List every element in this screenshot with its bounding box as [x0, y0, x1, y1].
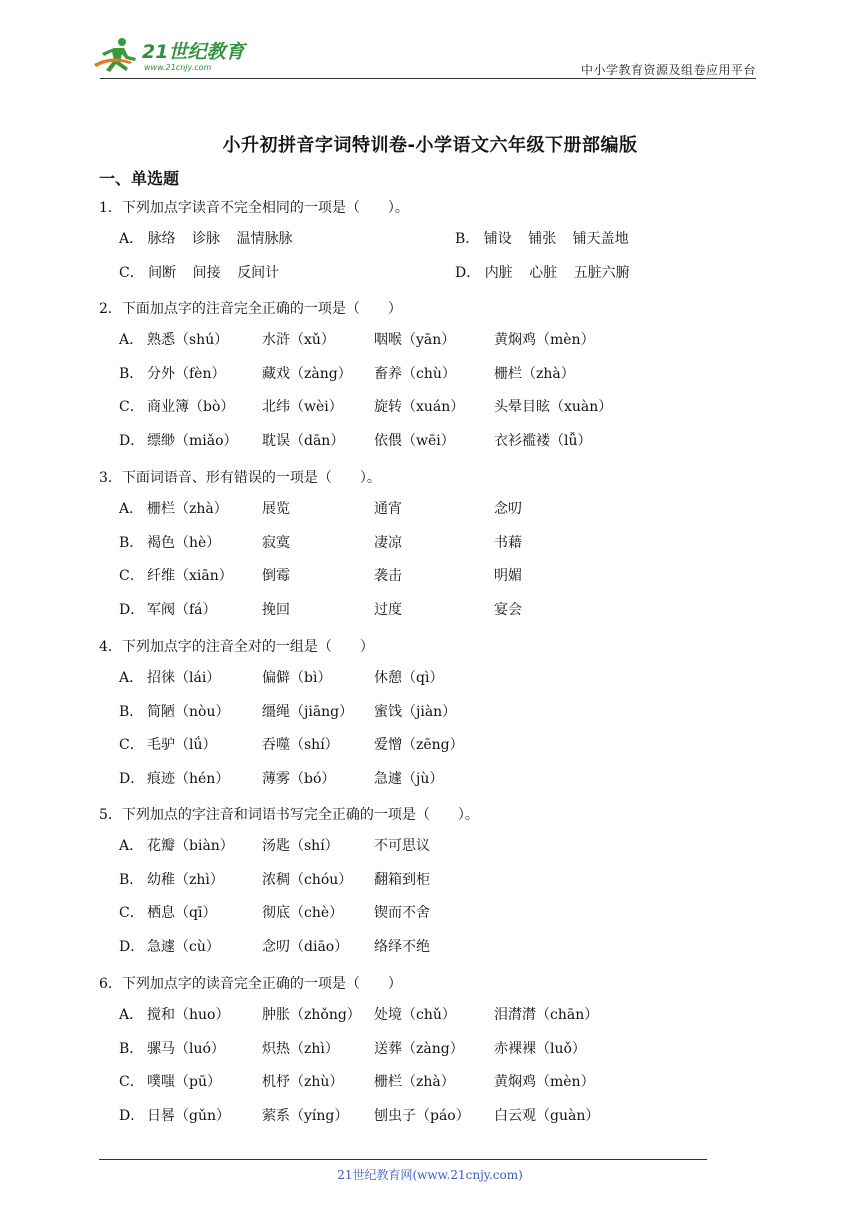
option-word: 栅栏（zhà） — [374, 1074, 455, 1091]
option-word: 温情脉脉 — [236, 231, 293, 247]
option-word: 心脏 — [529, 265, 558, 281]
option-word: 缰绳（jiāng） — [262, 703, 354, 720]
option-label: B． — [119, 534, 144, 551]
option-word: 毛驴（lǘ） — [147, 737, 217, 754]
option-word: 五脏六腑 — [573, 265, 630, 281]
option-word: 痕迹（hén） — [147, 771, 230, 788]
option-word: 通宵 — [374, 501, 402, 517]
option-word: 北纬（wèi） — [262, 399, 343, 416]
option-word: 依偎（wēi） — [374, 433, 455, 450]
header-divider — [100, 78, 756, 79]
option-word: 汤匙（shí） — [262, 838, 339, 854]
option-word: 白云观（guàn） — [494, 1108, 600, 1125]
option-a: A． 脉络 诊脉 温情脉脉 — [119, 228, 292, 248]
option-word: 褐色（hè） — [147, 534, 221, 551]
option-word: 急遽（cù） — [147, 939, 220, 956]
section-heading: 一、单选题 — [99, 169, 180, 188]
option-word: 蜜饯（jiàn） — [374, 703, 457, 720]
option-word: 送葬（zàng） — [374, 1040, 464, 1057]
option-c: C． 间断 间接 反间计 — [119, 262, 279, 282]
option-word: 栅栏（zhà） — [147, 501, 228, 517]
option-label: A． — [119, 1007, 144, 1023]
option-word: 日晷（gǔn） — [147, 1108, 230, 1125]
option-word: 彻底（chè） — [262, 905, 344, 922]
option-word: 急遽（jù） — [374, 771, 444, 788]
option-word: 栖息（qī） — [147, 905, 217, 922]
question-stem: 6．下列加点字的读音完全正确的一项是（ ） — [99, 976, 402, 992]
option-word: 凄凉 — [374, 534, 402, 551]
option-word: 衣衫褴褛（lǚ） — [494, 433, 592, 450]
option-word: 纤维（xiān） — [147, 568, 233, 585]
option-word: 薄雾（bó） — [262, 771, 336, 788]
option-word: 宴会 — [494, 602, 522, 619]
option-word: 诊脉 — [192, 231, 221, 247]
option-word: 花瓣（biàn） — [147, 838, 234, 854]
option-word: 噗嗤（pū） — [147, 1074, 221, 1091]
question-stem: 4．下列加点字的注音全对的一组是（ ） — [99, 639, 374, 655]
option-label: C． — [119, 399, 144, 416]
option-word: 络绎不绝 — [374, 939, 430, 956]
option-label: A． — [119, 670, 144, 686]
option-word: 休憩（qì） — [374, 670, 444, 686]
option-label: D． — [119, 771, 145, 788]
option-word: 寂寞 — [262, 534, 290, 551]
option-word: 念叨 — [494, 501, 522, 517]
option-word: 军阀（fá） — [147, 602, 217, 619]
page-header — [0, 0, 860, 80]
option-word: 简陋（nòu） — [147, 703, 230, 720]
option-label: D． — [119, 1108, 145, 1125]
page-title: 小升初拼音字词特训卷-小学语文六年级下册部编版 — [222, 135, 638, 156]
option-label: D． — [119, 433, 145, 450]
option-label: C． — [119, 1074, 144, 1091]
option-label: B． — [119, 703, 144, 720]
option-word: 处境（chǔ） — [374, 1007, 456, 1023]
option-word: 过度 — [374, 602, 402, 619]
option-word: 不可思议 — [374, 838, 430, 854]
option-word: 念叨（diāo） — [262, 939, 349, 956]
option-word: 明媚 — [494, 568, 522, 585]
option-word: 黄焖鸡（mèn） — [494, 332, 595, 348]
option-word: 旋转（xuán） — [374, 399, 465, 416]
question-stem: 2．下面加点字的注音完全正确的一项是（ ） — [99, 301, 402, 317]
option-word: 肿胀（zhǒng） — [262, 1007, 361, 1023]
option-word: 赤裸裸（luǒ） — [494, 1040, 586, 1057]
option-word: 书藉 — [494, 534, 522, 551]
option-word: 耽误（dān） — [262, 433, 345, 450]
option-word: 吞噬（shí） — [262, 737, 339, 754]
option-word: 黄焖鸡（mèn） — [494, 1074, 595, 1091]
option-label: D． — [119, 602, 145, 619]
option-word: 熟悉（shú） — [147, 332, 229, 348]
option-label: D． — [119, 939, 145, 956]
option-word: 爱憎（zēng） — [374, 737, 464, 754]
option-word: 骡马（luó） — [147, 1040, 225, 1057]
option-word: 挽回 — [262, 602, 290, 619]
option-word: 水浒（xǔ） — [262, 332, 335, 348]
option-word: 展览 — [262, 501, 290, 517]
footer-divider — [99, 1159, 707, 1160]
option-word: 泪潸潸（chān） — [494, 1007, 599, 1023]
option-label: C． — [119, 568, 144, 585]
option-word: 幼稚（zhì） — [147, 871, 224, 888]
option-word: 咽喉（yān） — [374, 332, 456, 348]
option-word: 间接 — [192, 265, 221, 281]
option-d: D． 内脏 心脏 五脏六腑 — [455, 262, 630, 282]
option-word: 偏僻（bì） — [262, 670, 332, 686]
option-word: 铺张 — [528, 231, 557, 247]
option-word: 铺设 — [483, 231, 512, 247]
platform-name: 中小学教育资源及组卷应用平台 — [580, 63, 756, 77]
option-label: C． — [119, 737, 144, 754]
option-word: 浓稠（chóu） — [262, 871, 353, 888]
option-word: 缥缈（miǎo） — [147, 433, 238, 450]
option-word: 头晕目眩（xuàn） — [494, 399, 613, 416]
option-label: C． — [119, 905, 144, 922]
option-label: B． — [119, 365, 144, 382]
logo — [92, 34, 262, 76]
option-word: 铺天盖地 — [572, 231, 629, 247]
question-stem: 3．下面词语音、形有错误的一项是（ ）。 — [99, 470, 381, 486]
option-word: 栅栏（zhà） — [494, 365, 575, 382]
option-word: 内脏 — [484, 265, 513, 281]
option-label: A． — [119, 332, 144, 348]
question-stem: 5．下列加点的字注音和词语书写完全正确的一项是（ ）。 — [99, 807, 479, 823]
option-label: A． — [119, 501, 144, 517]
option-word: 间断 — [148, 265, 177, 281]
option-word: 商业簿（bò） — [147, 399, 235, 416]
logo-url: www.21cnjy.com — [144, 63, 212, 72]
option-word: 袭击 — [374, 568, 402, 585]
option-word: 搅和（huo） — [147, 1007, 230, 1023]
option-word: 反间计 — [237, 265, 280, 281]
option-label: B． — [119, 871, 144, 888]
option-word: 翻箱到柜 — [374, 871, 430, 888]
option-word: 锲而不舍 — [374, 905, 430, 922]
option-word: 机杼（zhù） — [262, 1074, 344, 1091]
runner-icon — [94, 38, 136, 72]
option-label: A． — [119, 838, 144, 854]
option-word: 炽热（zhì） — [262, 1040, 339, 1057]
question-stem: 1．下列加点字读音不完全相同的一项是（ ）。 — [99, 200, 409, 216]
option-label: B． — [119, 1040, 144, 1057]
option-word: 分外（fèn） — [147, 365, 226, 382]
option-word: 刨虫子（páo） — [374, 1108, 470, 1125]
option-word: 萦系（yíng） — [262, 1108, 349, 1125]
footer-text: 21世纪教育网(www.21cnjy.com) — [337, 1168, 523, 1182]
option-word: 畜养（chù） — [374, 365, 456, 382]
logo-text: 21世纪教育 — [142, 41, 245, 63]
option-word: 脉络 — [147, 231, 176, 247]
option-word: 倒霉 — [262, 568, 290, 585]
option-b: B． 铺设 铺张 铺天盖地 — [455, 228, 629, 248]
option-word: 招徕（lái） — [147, 670, 221, 686]
option-word: 藏戏（zàng） — [262, 365, 352, 382]
